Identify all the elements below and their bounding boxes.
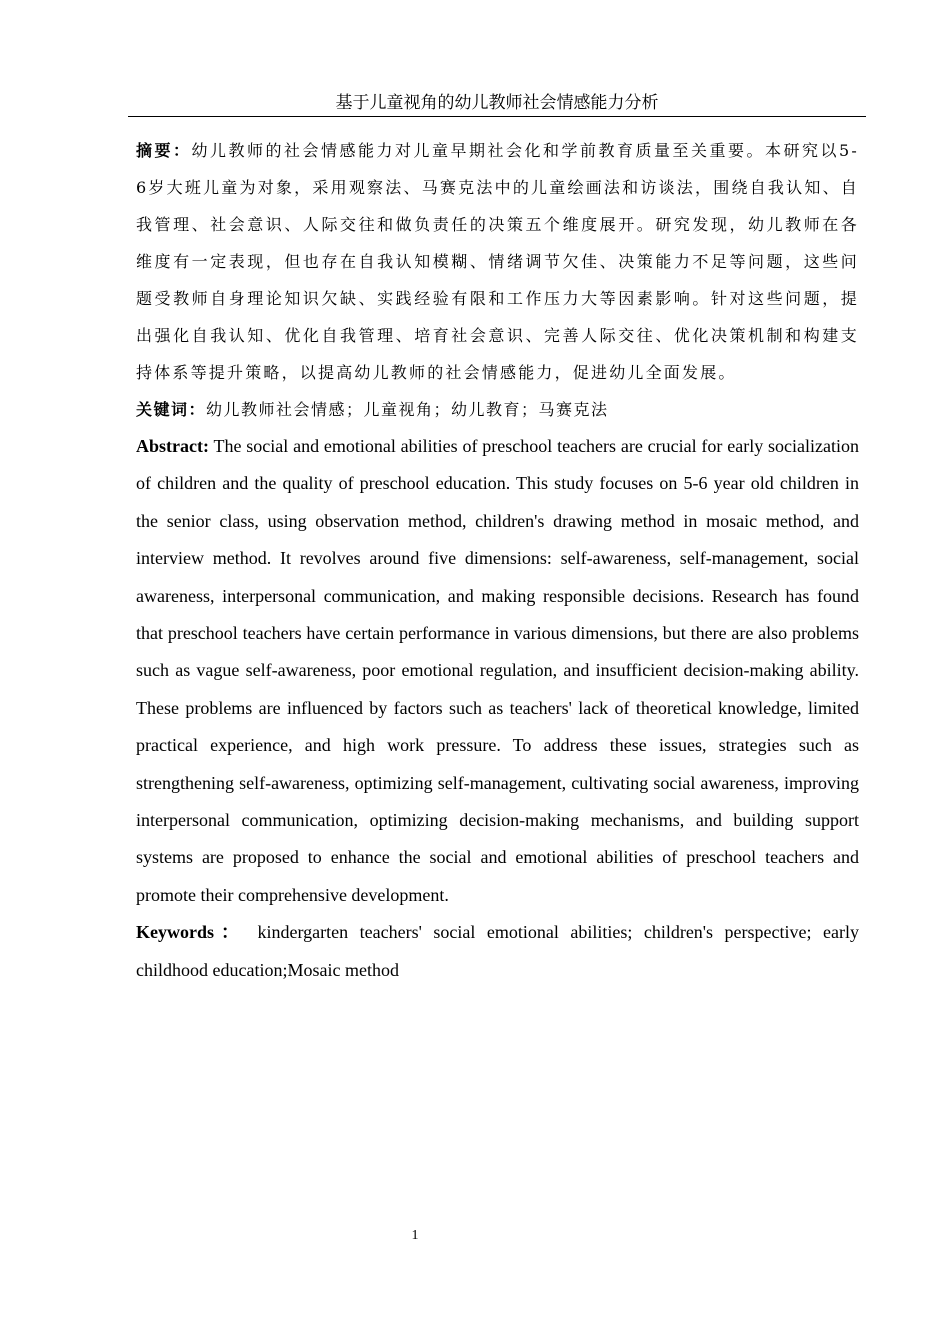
- chinese-keywords: [136, 391, 859, 428]
- abstract-section: [136, 132, 859, 989]
- chinese-keywords-text: 幼儿教师社会情感；儿童视角；幼儿教育；马赛克法: [206, 400, 609, 419]
- english-abstract: [136, 428, 859, 914]
- chinese-abstract: [136, 132, 859, 391]
- running-title: 基于儿童视角的幼儿教师社会情感能力分析: [335, 93, 659, 113]
- english-keywords-text: kindergarten teachers' social emotional abilities; children's perspective; early childhood education;Mosaic method: [136, 922, 859, 980]
- chinese-keywords-label: 关键词：: [136, 400, 207, 419]
- page-header: [128, 92, 866, 117]
- english-abstract-label: Abstract:: [136, 436, 209, 456]
- chinese-abstract-label: 摘要：: [136, 141, 192, 160]
- english-abstract-text: The social and emotional abilities of preschool teachers are crucial for early socialization of children and the quality of preschool education. This study focuses on 5-6 year old children in the senior class, using observation method, children's drawing method in mosaic method, and interview method. It revolves around five dimensions: self-awareness, self-management, social awareness, interpersonal communication, and making responsible decisions. Research has found that preschool teachers have certain performance in various dimensions, but there are also problems such as vague self-awareness, poor emotional regulation, and insufficient decision-making ability. These problems are influenced by factors such as teachers' lack of theoretical knowledge, limited practical experience, and high work pressure. To address these issues, strategies such as strengthening self-awareness, optimizing self-management, cultivating social awareness, improving interpersonal communication, optimizing decision-making mechanisms, and building support systems are proposed to enhance the social and emotional abilities of preschool teachers and promote their comprehensive development.: [136, 436, 859, 905]
- chinese-abstract-text: 幼儿教师的社会情感能力对儿童早期社会化和学前教育质量至关重要。本研究以5-6岁大班儿童为对象，采用观察法、马赛克法中的儿童绘画法和访谈法，围绕自我认知、自我管理、社会意识、人际交往和做负责任的决策五个维度展开。研究发现，幼儿教师在各维度有一定表现，但也存在自我认知模糊、情绪调节欠佳、决策能力不足等问题，这些问题受教师自身理论知识欠缺、实践经验有限和工作压力大等因素影响。针对这些问题，提出强化自我认知、优化自我管理、培育社会意识、完善人际交往、优化决策机制和构建支持体系等提升策略，以提高幼儿教师的社会情感能力，促进幼儿全面发展。: [136, 141, 859, 382]
- english-keywords: [136, 914, 859, 989]
- page-number: 1: [411, 1228, 419, 1243]
- english-keywords-label: Keywords：: [136, 922, 247, 943]
